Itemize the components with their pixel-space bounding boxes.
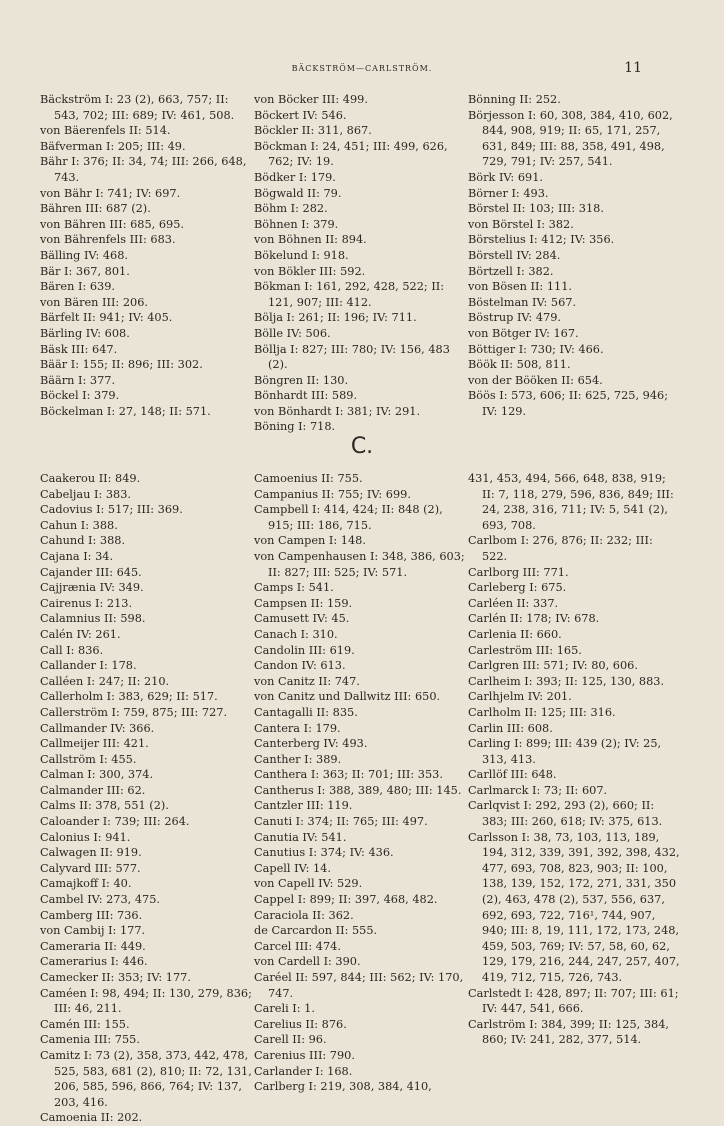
index-entry: Carlstedt I: 428, 897; II: 707; III: 61; IV: 447, 541, 666. — [468, 986, 679, 1016]
index-entry: Caraciola II: 362. — [254, 908, 354, 922]
index-entry: Camusett IV: 45. — [254, 612, 350, 626]
index-entry: Böstrup IV: 479. — [468, 311, 561, 325]
index-column-2-bottom — [254, 471, 466, 1095]
index-entry: Cabeljau I: 383. — [40, 487, 132, 501]
index-entry: Carlenia II: 660. — [468, 627, 562, 641]
index-entry: Calléen I: 247; II: 210. — [40, 674, 170, 688]
index-entry: Carlhjelm IV: 201. — [468, 690, 572, 704]
index-entry: Calman I: 300, 374. — [40, 768, 154, 782]
index-entry: Camén III: 155. — [40, 1017, 130, 1031]
index-entry: Bähren III: 687 (2). — [40, 202, 151, 216]
index-entry: Callström I: 455. — [40, 752, 137, 766]
index-entry: Börstell IV: 284. — [468, 248, 561, 262]
index-entry: Carling I: 899; III: 439 (2); IV: 25, 313, 413. — [468, 737, 662, 766]
index-entry: von Böhnen II: 894. — [254, 233, 367, 247]
index-entry: Carlborg III: 771. — [468, 565, 569, 579]
index-entry: Bönning II: 252. — [468, 93, 561, 106]
index-entry: Camps I: 541. — [254, 581, 334, 595]
index-entry: von Canitz und Dallwitz III: 650. — [254, 690, 441, 704]
index-entry: Carlström I: 384, 399; II: 125, 384, 860; IV: 241, 282, 377, 514. — [468, 1017, 670, 1047]
index-entry: Caloander I: 739; III: 264. — [40, 815, 190, 829]
index-entry: Börk IV: 691. — [468, 170, 543, 184]
index-entry: Böning I: 718. — [254, 420, 336, 434]
index-entry: Callander I: 178. — [40, 659, 137, 673]
index-entry: Call I: 836. — [40, 643, 104, 657]
index-entry: Bönhardt III: 589. — [254, 389, 358, 403]
index-entry: Cahun I: 388. — [40, 518, 118, 532]
index-entry: Bähr I: 376; II: 34, 74; III: 266, 648, 743. — [40, 155, 247, 184]
page-header — [0, 60, 724, 80]
index-entry: von Bähren III: 685, 695. — [40, 217, 184, 231]
index-entry: Carcel III: 474. — [254, 939, 341, 953]
index-entry: Bökman I: 161, 292, 428, 522; II: 121, 907; III: 412. — [254, 280, 445, 309]
index-entry: Carlsson I: 38, 73, 103, 113, 189, 194, 312, 339, 391, 392, 398, 432, 477, 693, 708, 823, 903; II: 100, 138, 139, 152, 172, 271, 331, 350 (2), 463, 478 (2), 537, 556, 637, 692, 693, 722, 716¹, 744, 907, 940; III: 8, 19, 111, 172, 173, 248, 459, 503, 769; IV: 57, 58, 60, 62, 129, 179, 216, 244, 247, 257, 407, 419, 712, 715, 726, 743. — [468, 830, 680, 984]
index-entry: Carlheim I: 393; II: 125, 130, 883. — [468, 674, 665, 688]
index-entry: Carlbom I: 276, 876; II: 232; III: 522. — [468, 534, 653, 563]
index-entry: von Capell IV: 529. — [254, 877, 363, 891]
index-entry: Bälling IV: 468. — [40, 248, 129, 262]
index-entry: Bäärn I: 377. — [40, 373, 116, 387]
index-entry: 431, 453, 494, 566, 648, 838, 919; II: 7, 118, 279, 596, 836, 849; III: 24, 238, 316, 711; IV: 5, 541 (2), 693, 708. — [468, 472, 674, 532]
index-entry: Calyvard III: 577. — [40, 861, 141, 875]
index-entry: Cajander III: 645. — [40, 565, 142, 579]
index-entry: Bär I: 367, 801. — [40, 264, 130, 278]
index-entry: Böllja I: 827; III: 780; IV: 156, 483 (2). — [254, 342, 450, 372]
index-entry: Calonius I: 941. — [40, 830, 131, 844]
index-entry: Carlgren III: 571; IV: 80, 606. — [468, 659, 638, 673]
index-entry: Böhnen I: 379. — [254, 217, 339, 231]
index-entry: von Bötger IV: 167. — [468, 326, 579, 340]
index-entry: Bäär I: 155; II: 896; III: 302. — [40, 358, 203, 372]
index-entry: Canutius I: 374; IV: 436. — [254, 846, 394, 860]
index-entry: Candolin III: 619. — [254, 643, 355, 657]
index-entry: Böök II: 508, 811. — [468, 358, 571, 372]
index-entry: von Canitz II: 747. — [254, 674, 360, 688]
index-entry: von Campenhausen I: 348, 386, 603; II: 827; III: 525; IV: 571. — [254, 549, 465, 579]
index-entry: Bökelund I: 918. — [254, 248, 349, 262]
index-entry: Campbell I: 414, 424; II: 848 (2), 915; III: 186, 715. — [254, 503, 443, 532]
index-entry: Cajjrænia IV: 349. — [40, 581, 144, 595]
index-entry: von Bähr I: 741; IV: 697. — [40, 186, 181, 200]
index-entry: Carlin III: 608. — [468, 721, 553, 735]
index-column-1-top — [40, 92, 252, 419]
index-entry: Böckel I: 379. — [40, 389, 120, 403]
index-entry: Bögwald II: 79. — [254, 186, 342, 200]
index-entry: Canuti I: 374; II: 765; III: 497. — [254, 815, 428, 829]
index-entry: von Bönhardt I: 381; IV: 291. — [254, 404, 421, 418]
index-entry: Bäsk III: 647. — [40, 342, 118, 356]
index-entry: Capell IV: 14. — [254, 861, 331, 875]
index-entry: von Campen I: 148. — [254, 534, 366, 548]
index-entry: Böckler II: 311, 867. — [254, 124, 372, 138]
index-entry: Canther I: 389. — [254, 752, 342, 766]
index-entry: Campsen II: 159. — [254, 596, 353, 610]
index-entry: Canthera I: 363; II: 701; III: 353. — [254, 768, 443, 782]
index-entry: Callmander IV: 366. — [40, 721, 155, 735]
index-entry: Calamnius II: 598. — [40, 612, 146, 626]
index-entry: Camoenia II: 202. — [40, 1111, 143, 1125]
index-entry: Carelius II: 876. — [254, 1017, 347, 1031]
index-entry: Carleberg I: 675. — [468, 581, 567, 595]
index-entry: Carell II: 96. — [254, 1033, 327, 1047]
index-entry: Canterberg IV: 493. — [254, 737, 368, 751]
index-entry: Carlqvist I: 292, 293 (2), 660; II: 383; III: 260, 618; IV: 375, 613. — [468, 799, 663, 829]
index-entry: Börtzell I: 382. — [468, 264, 554, 278]
index-entry: Böttiger I: 730; IV: 466. — [468, 342, 604, 356]
index-entry: Böös I: 573, 606; II: 625, 725, 946; IV: 129. — [468, 389, 669, 418]
index-entry: Cantera I: 179. — [254, 721, 341, 735]
index-entry: Callerholm I: 383, 629; II: 517. — [40, 690, 218, 704]
index-entry: Bären I: 639. — [40, 280, 116, 294]
index-entry: Camitz I: 73 (2), 358, 373, 442, 478, 525, 583, 681 (2), 810; II: 72, 131, 206, 585, 596, 866, 764; IV: 137, 203, 416. — [40, 1048, 252, 1109]
index-entry: Careli I: 1. — [254, 1002, 315, 1016]
index-column-3-bottom — [468, 471, 680, 1048]
index-entry: von Böcker III: 499. — [254, 93, 368, 106]
index-entry: von Börstel I: 382. — [468, 217, 574, 231]
index-entry: Cantagalli II: 835. — [254, 705, 358, 719]
index-entry: Caméen I: 98, 494; II: 130, 279, 836; III: 46, 211. — [40, 986, 252, 1016]
index-entry: Carlmarck I: 73; II: 607. — [468, 783, 608, 797]
index-entry: Börner I: 493. — [468, 186, 549, 200]
index-entry: Cairenus I: 213. — [40, 596, 133, 610]
index-entry: Böckelman I: 27, 148; II: 571. — [40, 404, 211, 418]
index-entry: Cambel IV: 273, 475. — [40, 893, 160, 907]
index-column-1-bottom — [40, 471, 252, 1126]
index-entry: Camenia III: 755. — [40, 1033, 140, 1047]
index-entry: Carenius III: 790. — [254, 1048, 355, 1062]
index-entry: Caréel II: 597, 844; III: 562; IV: 170, 747. — [254, 971, 464, 1000]
index-entry: Canach I: 310. — [254, 627, 338, 641]
index-entry: Cantherus I: 388, 389, 480; III: 145. — [254, 783, 462, 797]
index-entry: Bölle IV: 506. — [254, 326, 331, 340]
index-entry: Camerarius I: 446. — [40, 955, 148, 969]
index-entry: Börstelius I: 412; IV: 356. — [468, 233, 615, 247]
index-entry: Carlén II: 178; IV: 678. — [468, 612, 600, 626]
index-entry: Cadovius I: 517; III: 369. — [40, 503, 183, 517]
index-entry: Böstelman IV: 567. — [468, 295, 577, 309]
index-entry: Böngren II: 130. — [254, 373, 349, 387]
index-entry: Camberg III: 736. — [40, 908, 143, 922]
index-entry: von Bökler III: 592. — [254, 264, 366, 278]
index-entry: Börstel II: 103; III: 318. — [468, 202, 604, 216]
index-column-3-top — [468, 92, 680, 419]
index-entry: Camecker II: 353; IV: 177. — [40, 971, 191, 984]
index-entry: Bäfverman I: 205; III: 49. — [40, 139, 186, 153]
index-entry: von Bährenfels III: 683. — [40, 233, 176, 247]
index-entry: Candon IV: 613. — [254, 659, 346, 673]
index-entry: Carlander I: 168. — [254, 1064, 353, 1078]
index-entry: Bölja I: 261; II: 196; IV: 711. — [254, 311, 417, 325]
index-entry: von Cardell I: 390. — [254, 955, 361, 969]
index-entry: Carléen II: 337. — [468, 596, 559, 610]
index-entry: von Bären III: 206. — [40, 295, 148, 309]
index-entry: Calén IV: 261. — [40, 627, 121, 641]
index-entry: Caakerou II: 849. — [40, 472, 141, 485]
running-title: BÄCKSTRÖM—CARLSTRÖM. — [291, 64, 433, 73]
index-entry: Bödker I: 179. — [254, 170, 336, 184]
index-entry: Cameraria II: 449. — [40, 939, 146, 953]
index-column-2-top — [254, 92, 466, 435]
index-entry: Bärling IV: 608. — [40, 326, 130, 340]
section-heading: C. — [350, 434, 374, 459]
index-entry: Calwagen II: 919. — [40, 846, 142, 860]
index-entry: Böckert IV: 546. — [254, 108, 347, 122]
index-entry: Calms II: 378, 551 (2). — [40, 799, 169, 813]
index-entry: Canutia IV: 541. — [254, 830, 347, 844]
index-entry: Carlberg I: 219, 308, 384, 410, — [254, 1080, 432, 1094]
index-entry: Bärfelt II: 941; IV: 405. — [40, 311, 173, 325]
index-entry: Cappel I: 899; II: 397, 468, 482. — [254, 893, 438, 907]
index-entry: Cantzler III: 119. — [254, 799, 353, 813]
index-entry: Böhm I: 282. — [254, 202, 328, 216]
index-entry: Campanius II: 755; IV: 699. — [254, 487, 411, 501]
index-entry: von der Bööken II: 654. — [468, 373, 603, 387]
index-entry: von Bösen II: 111. — [468, 280, 572, 294]
index-entry: Carllöf III: 648. — [468, 768, 557, 782]
index-entry: Carlholm II: 125; III: 316. — [468, 705, 616, 719]
index-entry: von Bäerenfels II: 514. — [40, 124, 171, 138]
index-entry: de Carcardon II: 555. — [254, 924, 378, 938]
page-number: 11 — [624, 60, 642, 76]
index-entry: Carleström III: 165. — [468, 643, 582, 657]
index-entry: Camoenius II: 755. — [254, 472, 363, 485]
index-entry: Calmander III: 62. — [40, 783, 146, 797]
index-entry: Börjesson I: 60, 308, 384, 410, 602, 844, 908, 919; II: 65, 171, 257, 631, 849; III: 88, 358, 491, 498, 729, 791; IV: 257, 541. — [468, 108, 673, 169]
index-entry: Camajkoff I: 40. — [40, 877, 132, 891]
index-entry: Callerström I: 759, 875; III: 727. — [40, 705, 228, 719]
index-entry: von Cambij I: 177. — [40, 924, 146, 938]
index-entry: Böckman I: 24, 451; III: 499, 626, 762; IV: 19. — [254, 139, 448, 169]
index-entry: Cahund I: 388. — [40, 534, 126, 548]
index-entry: Cajana I: 34. — [40, 549, 114, 563]
index-entry: Callmeijer III: 421. — [40, 737, 149, 751]
index-entry: Bäckström I: 23 (2), 663, 757; II: 543, 702; III: 689; IV: 461, 508. — [40, 93, 235, 122]
